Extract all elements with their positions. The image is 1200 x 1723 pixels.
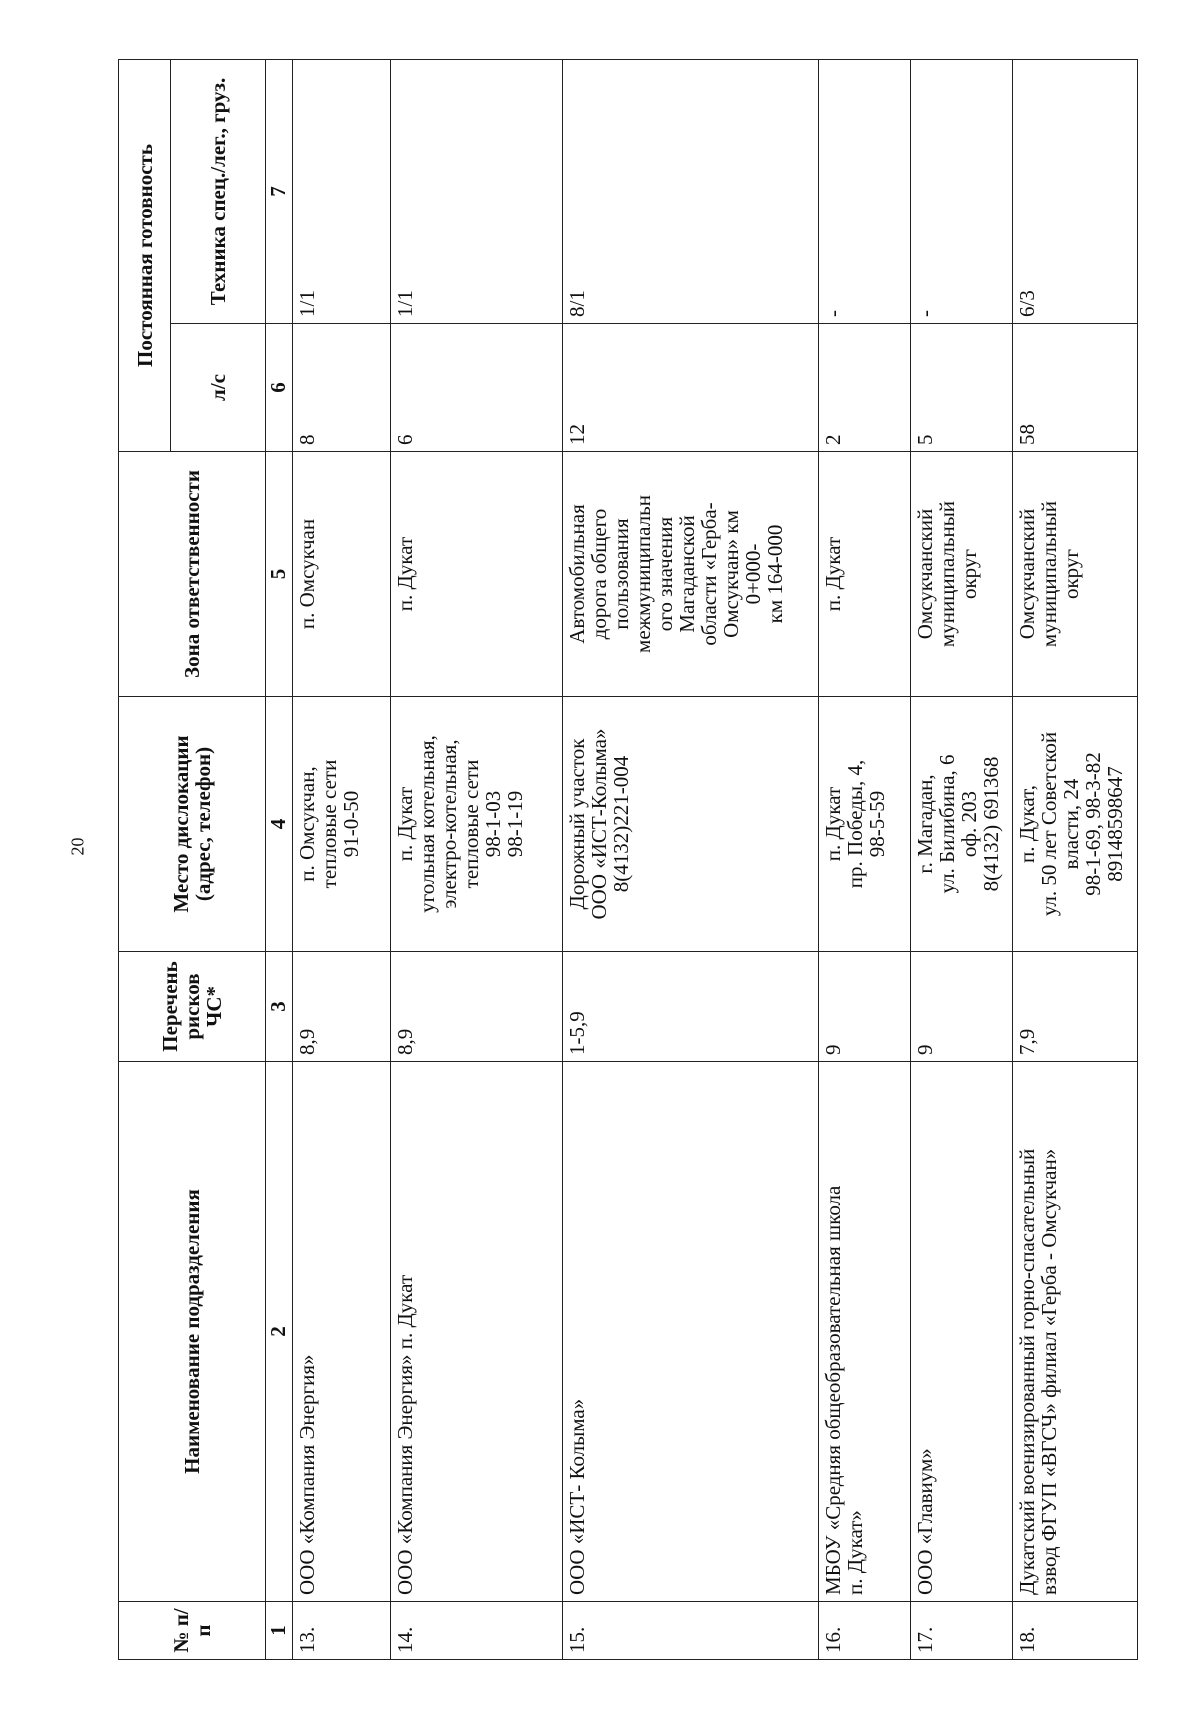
row-personnel: 6 <box>391 324 562 452</box>
row-personnel: 5 <box>911 324 1013 452</box>
page-number: 20 <box>67 837 88 856</box>
row-zone: п. Дукат <box>819 452 911 697</box>
row-equipment: 1/1 <box>391 60 562 324</box>
row-location: п. Омсукчан, тепловые сети 91-0-50 <box>293 697 391 952</box>
col-number-2: 2 <box>266 1062 293 1602</box>
row-risks: 1-5,9 <box>562 952 819 1062</box>
row-number: 13. <box>293 1602 391 1660</box>
col-number-6: 6 <box>266 324 293 452</box>
table-row <box>562 60 819 1660</box>
row-number: 16. <box>819 1602 911 1660</box>
col-number-5: 5 <box>266 452 293 697</box>
row-zone: Автомобильная дорога общего пользования межмуниципальн ого значения Магаданской области «Герба- Омсукчан» км 0+000- км 164-000 <box>562 452 819 697</box>
row-unit-name: ООО «Компания Энергия» п. Дукат <box>391 1062 562 1602</box>
row-location: г. Магадан, ул. Билибина, 6 оф. 203 8(4132) 691368 <box>911 697 1013 952</box>
units-table-wrapper <box>118 60 1138 1660</box>
row-zone: Омсукчанский муниципальный округ <box>1012 452 1137 697</box>
col-number-3: 3 <box>266 952 293 1062</box>
table-row <box>391 60 562 1660</box>
row-risks: 9 <box>819 952 911 1062</box>
row-unit-name: ООО «ИСТ- Колыма» <box>562 1062 819 1602</box>
row-personnel: 2 <box>819 324 911 452</box>
row-zone: п. Дукат <box>391 452 562 697</box>
row-unit-name: ООО «Компания Энергия» <box>293 1062 391 1602</box>
row-zone: п. Омсукчан <box>293 452 391 697</box>
row-personnel: 58 <box>1012 324 1137 452</box>
units-table <box>118 59 1138 1660</box>
col-number-4: 4 <box>266 697 293 952</box>
header-zone: Зона ответственности <box>119 452 266 697</box>
row-equipment: 6/3 <box>1012 60 1137 324</box>
table-row <box>819 60 911 1660</box>
row-unit-name: ООО «Главиум» <box>911 1062 1013 1602</box>
row-unit-name: МБОУ «Средняя общеобразовательная школа п. Дукат» <box>819 1062 911 1602</box>
header-equipment: Техника спец./лег., груз. <box>171 60 266 324</box>
header-readiness-group: Постоянная готовность <box>119 60 171 452</box>
row-risks: 7,9 <box>1012 952 1137 1062</box>
row-number: 17. <box>911 1602 1013 1660</box>
table-row <box>293 60 391 1660</box>
row-personnel: 8 <box>293 324 391 452</box>
row-personnel: 12 <box>562 324 819 452</box>
col-number-1: 1 <box>266 1602 293 1660</box>
header-number: № п/п <box>119 1602 266 1660</box>
header-unit-name: Наименование подразделения <box>119 1062 266 1602</box>
row-location: п. Дукат пр. Победы, 4, 98-5-59 <box>819 697 911 952</box>
row-location: Дорожный участок ООО «ИСТ-Колыма» 8(4132)221-004 <box>562 697 819 952</box>
table-row <box>911 60 1013 1660</box>
row-equipment: 8/1 <box>562 60 819 324</box>
row-unit-name: Дукатский военизированный горно-спасательный взвод ФГУП «ВГСЧ» филиал «Герба - Омсукчан» <box>1012 1062 1137 1602</box>
row-equipment: 1/1 <box>293 60 391 324</box>
row-location: п. Дукат, ул. 50 лет Советской власти, 24 98-1-69, 98-3-82 89148598647 <box>1012 697 1137 952</box>
row-number: 18. <box>1012 1602 1137 1660</box>
row-number: 14. <box>391 1602 562 1660</box>
col-number-7: 7 <box>266 60 293 324</box>
header-risks: Перечень рисков ЧС* <box>119 952 266 1062</box>
table-row <box>1012 60 1137 1660</box>
row-risks: 8,9 <box>391 952 562 1062</box>
header-location: Место дислокации (адрес, телефон) <box>119 697 266 952</box>
row-risks: 8,9 <box>293 952 391 1062</box>
row-risks: 9 <box>911 952 1013 1062</box>
row-zone: Омсукчанский муниципальный округ <box>911 452 1013 697</box>
header-personnel: л/с <box>171 324 266 452</box>
row-equipment: - <box>911 60 1013 324</box>
row-equipment: - <box>819 60 911 324</box>
row-location: п. Дукат угольная котельная, электро-котельная, тепловые сети 98-1-03 98-1-19 <box>391 697 562 952</box>
row-number: 15. <box>562 1602 819 1660</box>
